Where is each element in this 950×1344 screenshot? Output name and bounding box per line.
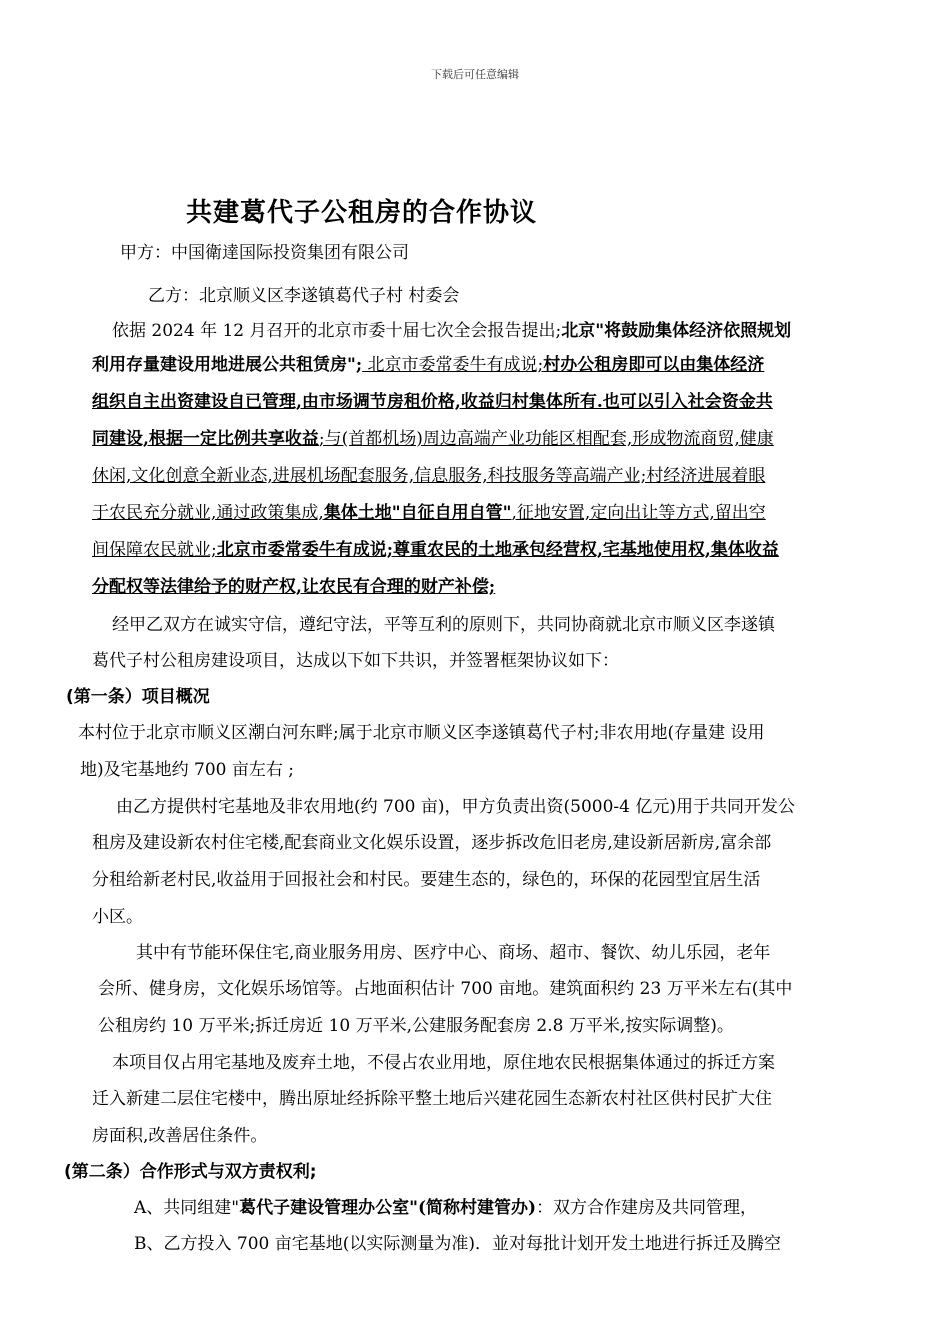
item-a-suffix: ：双方合作建房及共同管理， [536,1198,758,1218]
preamble-line-7 [92,535,779,560]
article-2-item-a [134,1193,757,1218]
preamble-line-6 [92,498,766,523]
preamble-bold-underlined: 村办公租房即可以由集体经济 [543,355,765,375]
article-1-p4-line-2: 迁入新建二层住宅楼中，腾出原址经拆除平整土地后兴建花园生态新农村社区供村民扩大住 [92,1089,772,1109]
preamble-line-3: 组织自主出资建设自已管理,由市场调节房租价格,收益归村集体所有.也可以引入社会资金共 [92,392,773,412]
article-1-heading: (第一条）项目概况 [66,687,210,707]
preamble-bold-underlined: 同建设,根据一定比例共享收益 [92,429,319,449]
preamble-underlined: 北京市委常委牛有成说; [362,355,544,375]
preamble-line-4 [92,424,774,449]
item-a-prefix: A、共同组建" [134,1198,240,1218]
party-a: 甲方：中国衛達国际投资集团有限公司 [120,243,409,263]
preamble-line-2 [92,350,764,375]
article-1-p2-line-1: 由乙方提供村宅基地及非农用地(约 700 亩)，甲方负责出资(5000-4 亿元)用于共同开发公 [116,797,796,817]
article-1-p1-line-1: 本村位于北京市顺义区潮白河东畔;属于北京市顺义区李遂镇葛代子村;非农用地(存量建 设用 [78,723,765,743]
article-2-heading: (第二条）合作形式与双方责权利; [64,1162,317,1182]
article-1-p3-line-2: 会所、健身房，文化娱乐场馆等。占地面积估计 700 亩地。建筑面积约 23 万平米左右(其中 [98,979,793,999]
preamble-bold-underlined: 集体土地"自征自用自管" [323,503,512,523]
article-1-p4-line-1: 本项目仅占用宅基地及废弃土地，不侵占农业用地，原住地农民根据集体通过的拆迁方案 [112,1053,775,1073]
item-a-bold: 葛代子建设管理办公室"(简称村建管办) [239,1198,537,1218]
intro-line-2: 葛代子村公租房建设项目，达成以下如下共识，并签署框架协议如下： [92,651,619,671]
preamble-line-5: 休闲,文化创意全新业态,进展机场配套服务,信息服务,科技服务等高端产业;村经济进展着眼 [92,466,766,486]
preamble-bold: 利用存量建设用地进展公共租赁房"; [92,355,363,375]
preamble-underlined: ;与(首都机场)周边高端产业功能区相配套,形成物流商贸,健康 [318,429,774,449]
page-title: 共建葛代子公租房的合作协议 [186,198,538,228]
header-note: 下载后可任意编辑 [431,68,519,81]
preamble-line-8: 分配权等法律给予的财产权,让农民有合理的财产补偿; [92,577,496,597]
article-1-p2-line-2: 租房及建设新农村住宅楼,配套商业文化娱乐设置，逐步拆改危旧老房,建设新居新房,富余部 [92,833,772,853]
preamble-underlined: ,征地安置,定向出让等方式,留出空 [511,503,766,523]
preamble-line-1 [112,316,791,341]
intro-line-1: 经甲乙双方在诚实守信，遵纪守法，平等互利的原则下，共同协商就北京市顺义区李遂镇 [112,615,775,635]
party-b: 乙方：北京顺义区李遂镇葛代子村 村委会 [148,286,460,306]
article-1-p2-line-4: 小区。 [92,907,143,927]
preamble-underlined: 间保障农民就业; [92,540,217,560]
article-1-p1-line-2: 地)及宅基地约 700 亩左右 ; [80,760,295,780]
preamble-underlined: 于农民充分就业,通过政策集成, [92,503,324,523]
article-1-p3-line-1: 其中有节能环保住宅,商业服务用房、医疗中心、商场、超市、餐饮、幼儿乐园，老年 [136,943,771,963]
article-1-p3-line-3: 公租房约 10 万平米;拆迁房近 10 万平米,公建服务配套房 2.8 万平米,按实际调整)。 [98,1016,734,1036]
preamble-text: 依据 2024 年 12 月召开的北京市委十届七次全会报告提出; [112,321,562,341]
preamble-bold: 北京"将鼓励集体经济依照规划 [561,321,792,341]
article-1-p2-line-3: 分租给新老村民,收益用于回报社会和村民。要建生态的，绿色的，环保的花园型宜居生活 [92,870,761,890]
article-2-item-b: B、乙方投入 700 亩宅基地(以实际测量为准)．並对每批计划开发土地进行拆迁及腾空 [134,1234,782,1254]
preamble-bold-underlined: 北京市委常委牛有成说;尊重农民的土地承包经营权,宅基地使用权,集体收益 [216,540,779,560]
article-1-p4-line-3: 房面积,改善居住条件。 [92,1126,268,1146]
